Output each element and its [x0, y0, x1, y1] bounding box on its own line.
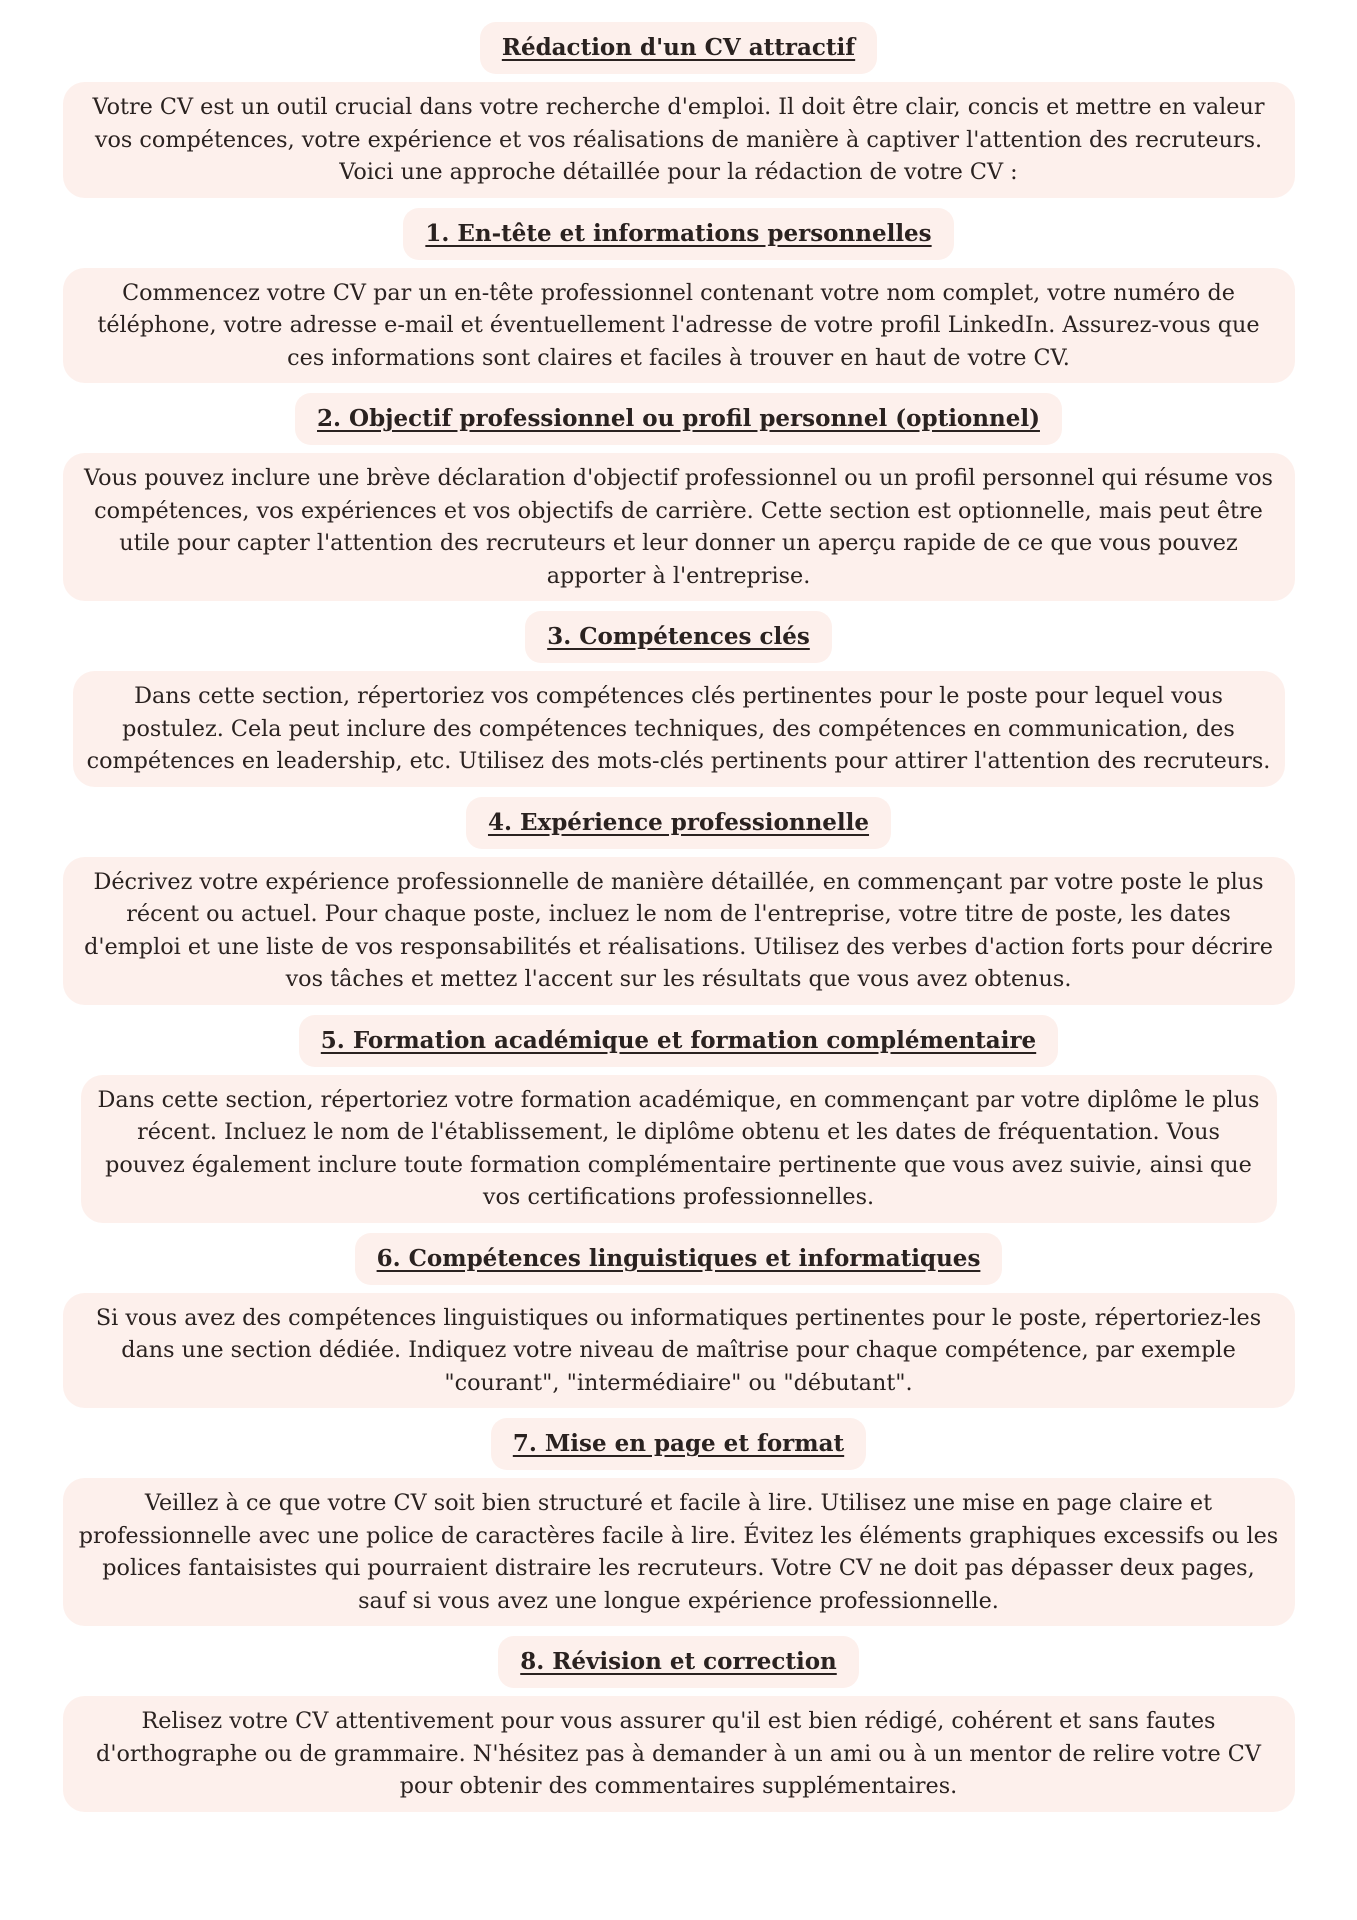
section-3-heading: 3. Compétences clés — [525, 611, 832, 663]
section-8-heading-wrap — [0, 1636, 1357, 1696]
section-4-heading-wrap — [0, 797, 1357, 857]
section-6-paragraph: Si vous avez des compétences linguistiques ou informatiques pertinentes pour le poste, répertoriez-les dans une section dédiée. Indiquez votre niveau de maîtrise pour chaque compétence, par exemple "courant", "intermédiaire" ou "débutant". — [63, 1293, 1295, 1409]
document-title: Rédaction d'un CV attractif — [480, 22, 877, 74]
intro-paragraph: Votre CV est un outil crucial dans votre recherche d'emploi. Il doit être clair, concis et mettre en valeur vos compétences, votre expérience et vos réalisations de manière à captiver l'attention des recruteurs. Voici une approche détaillée pour la rédaction de votre CV : — [63, 82, 1295, 198]
section-7-heading: 7. Mise en page et format — [491, 1418, 866, 1470]
section-5-heading-wrap — [0, 1015, 1357, 1075]
section-7-paragraph: Veillez à ce que votre CV soit bien structuré et facile à lire. Utilisez une mise en page claire et professionnelle avec une police de caractères facile à lire. Évitez les éléments graphiques excessifs ou les polices fantaisistes qui pourraient distraire les recruteurs. Votre CV ne doit pas dépasser deux pages, sauf si vous avez une longue expérience professionnelle. — [63, 1478, 1295, 1626]
section-3-heading-wrap — [0, 611, 1357, 671]
section-8-heading: 8. Révision et correction — [498, 1636, 859, 1688]
section-4-paragraph: Décrivez votre expérience professionnelle de manière détaillée, en commençant par votre poste le plus récent ou actuel. Pour chaque poste, incluez le nom de l'entreprise, votre titre de poste, les dates d'emploi et une liste de vos responsabilités et réalisations. Utilisez des verbes d'action forts pour décrire vos tâches et mettez l'accent sur les résultats que vous avez obtenus. — [63, 857, 1295, 1005]
section-5-heading: 5. Formation académique et formation complémentaire — [299, 1015, 1058, 1067]
section-1-heading: 1. En-tête et informations personnelles — [403, 208, 953, 260]
section-8-paragraph: Relisez votre CV attentivement pour vous assurer qu'il est bien rédigé, cohérent et sans fautes d'orthographe ou de grammaire. N'hésitez pas à demander à un ami ou à un mentor de relire votre CV pour obtenir des commentaires supplémentaires. — [63, 1696, 1295, 1812]
title-wrap — [0, 22, 1357, 82]
section-2-paragraph: Vous pouvez inclure une brève déclaration d'objectif professionnel ou un profil personnel qui résume vos compétences, vos expériences et vos objectifs de carrière. Cette section est optionnelle, mais peut être utile pour capter l'attention des recruteurs et leur donner un aperçu rapide de ce que vous pouvez apporter à l'entreprise. — [63, 453, 1295, 601]
section-1-paragraph: Commencez votre CV par un en-tête professionnel contenant votre nom complet, votre numéro de téléphone, votre adresse e-mail et éventuellement l'adresse de votre profil LinkedIn. Assurez-vous que ces informations sont claires et faciles à trouver en haut de votre CV. — [63, 268, 1295, 384]
section-2-heading: 2. Objectif professionnel ou profil personnel (optionnel) — [295, 393, 1062, 445]
section-4-heading: 4. Expérience professionnelle — [466, 797, 891, 849]
section-3-paragraph: Dans cette section, répertoriez vos compétences clés pertinentes pour le poste pour lequel vous postulez. Cela peut inclure des compétences techniques, des compétences en communication, des compétences en leadership, etc. Utilisez des mots-clés pertinents pour attirer l'attention des recruteurs. — [73, 671, 1285, 787]
section-6-heading-wrap — [0, 1233, 1357, 1293]
section-2-heading-wrap — [0, 393, 1357, 453]
section-5-paragraph: Dans cette section, répertoriez votre formation académique, en commençant par votre diplôme le plus récent. Incluez le nom de l'établissement, le diplôme obtenu et les dates de fréquentation. Vous pouvez également inclure toute formation complémentaire pertinente que vous avez suivie, ainsi que vos certifications professionnelles. — [81, 1075, 1277, 1223]
section-1-heading-wrap — [0, 208, 1357, 268]
section-6-heading: 6. Compétences linguistiques et informatiques — [355, 1233, 1003, 1285]
section-7-heading-wrap — [0, 1418, 1357, 1478]
